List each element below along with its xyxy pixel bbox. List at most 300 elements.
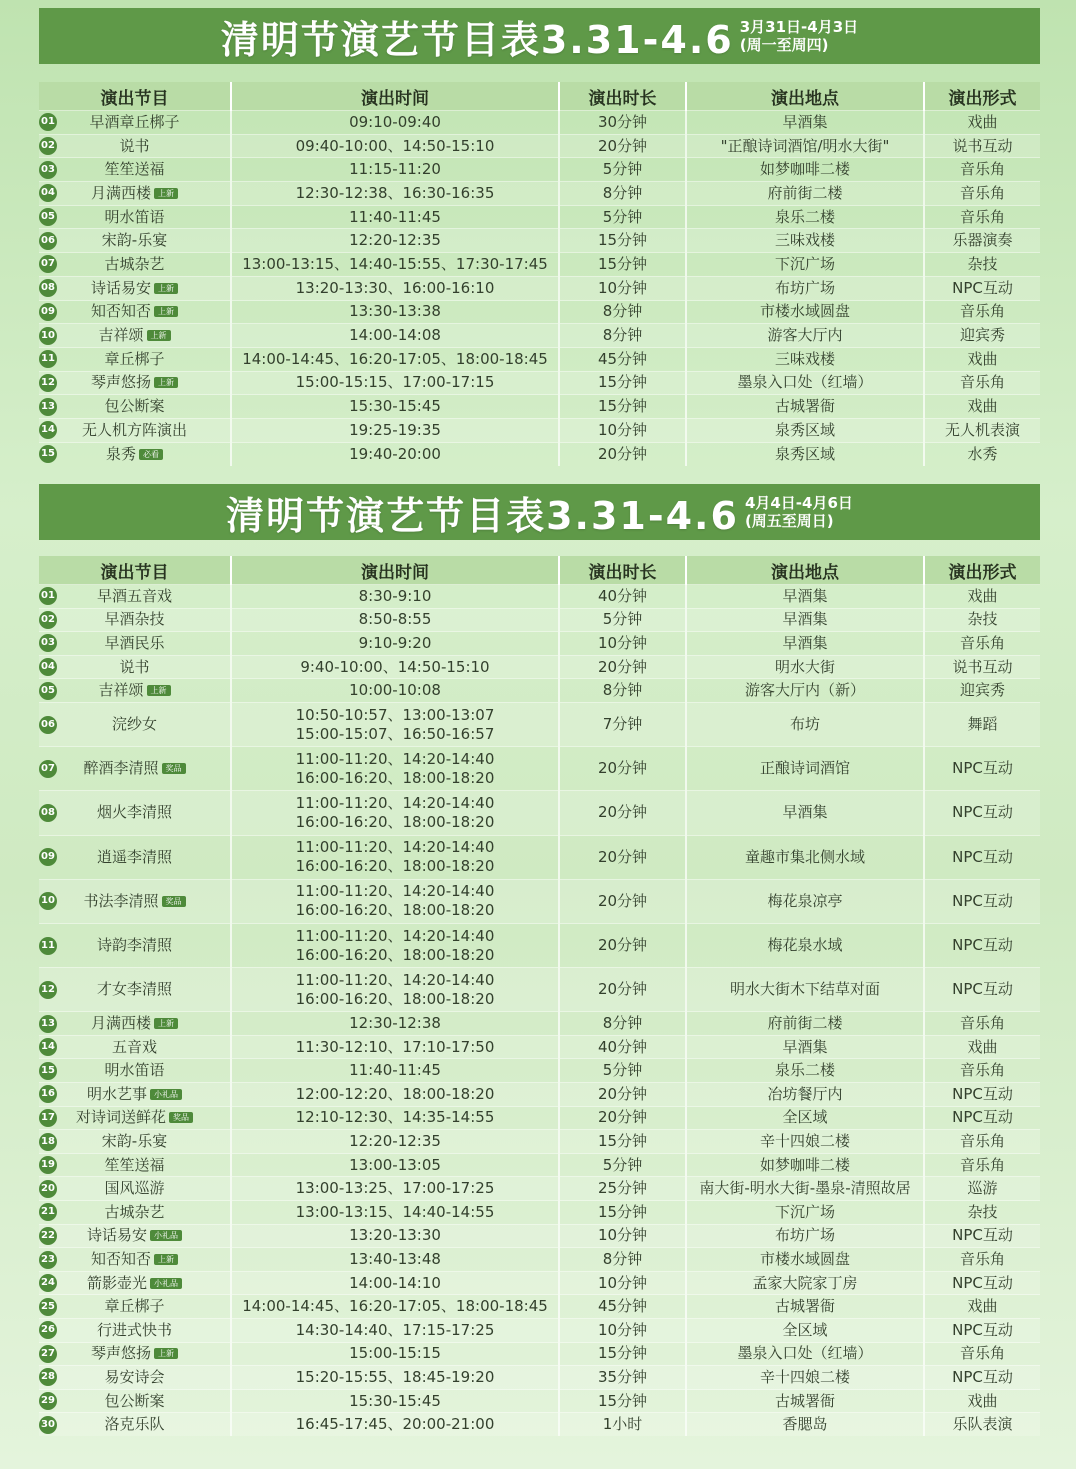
form-value: 杂技	[967, 254, 998, 273]
location-cell	[686, 418, 924, 442]
duration-cell	[559, 1366, 686, 1390]
form-cell	[924, 1106, 1040, 1130]
header-duration: 演出时长	[559, 556, 686, 585]
program-cell	[39, 1059, 231, 1083]
time-line: 14:00-14:08	[349, 326, 441, 345]
form-cell	[924, 968, 1040, 1012]
time-line: 15:00-15:15、17:00-17:15	[295, 373, 495, 392]
form-cell	[924, 418, 1040, 442]
duration-value: 10分钟	[597, 1226, 648, 1245]
form-value: NPC互动	[952, 1084, 1013, 1103]
form-cell	[924, 655, 1040, 679]
duration-cell	[559, 679, 686, 703]
program-cell	[39, 1153, 231, 1177]
time-line: 19:40-20:00	[349, 444, 441, 463]
row-number-badge: 13	[39, 1015, 57, 1033]
duration-cell	[559, 134, 686, 158]
duration-value: 10分钟	[597, 1273, 648, 1292]
program-cell	[39, 585, 231, 609]
duration-cell	[559, 205, 686, 229]
time-cell	[231, 1248, 559, 1272]
form-cell	[924, 791, 1040, 835]
table-row	[39, 1201, 1040, 1225]
program-cell	[39, 632, 231, 656]
table-row	[39, 371, 1040, 395]
duration-value: 10分钟	[597, 1320, 648, 1339]
time-cell	[231, 1177, 559, 1201]
program-name: 烟火李清照	[96, 803, 172, 822]
form-cell	[924, 371, 1040, 395]
location-cell	[686, 1012, 924, 1036]
program-cell	[39, 1177, 231, 1201]
program-cell	[39, 347, 231, 371]
table-header-row	[39, 82, 1040, 111]
time-line: 8:50-8:55	[358, 610, 432, 629]
form-cell	[924, 747, 1040, 791]
duration-cell	[559, 655, 686, 679]
form-cell	[924, 134, 1040, 158]
time-cell	[231, 1035, 559, 1059]
location-value: 明水大街	[774, 657, 835, 676]
program-name: 吉祥颂	[98, 681, 144, 700]
duration-cell	[559, 835, 686, 879]
program-cell	[39, 968, 231, 1012]
time-line: 11:00-11:20、14:20-14:40	[295, 749, 495, 768]
row-number-badge: 06	[39, 232, 57, 250]
location-cell	[686, 1224, 924, 1248]
location-cell	[686, 1130, 924, 1154]
time-line: 12:00-12:20、18:00-18:20	[295, 1084, 495, 1103]
table-row	[39, 158, 1040, 182]
form-value: NPC互动	[952, 759, 1013, 778]
program-tag: 上新	[154, 283, 178, 294]
table-row	[39, 1413, 1040, 1437]
location-value: 如梦咖啡二楼	[759, 1155, 850, 1174]
time-line: 15:00-15:07、16:50-16:57	[295, 724, 495, 743]
program-cell	[39, 324, 231, 348]
location-cell	[686, 347, 924, 371]
time-line: 12:30-12:38	[349, 1014, 441, 1033]
table-row	[39, 300, 1040, 324]
table-row	[39, 1035, 1040, 1059]
program-name: 洛克乐队	[104, 1415, 165, 1434]
header-form: 演出形式	[924, 82, 1040, 111]
time-line: 16:00-16:20、18:00-18:20	[295, 989, 495, 1008]
program-tag: 上新	[154, 377, 178, 388]
program-tag: 小礼品	[150, 1230, 182, 1241]
duration-value: 15分钟	[597, 1132, 648, 1151]
program-cell	[39, 371, 231, 395]
row-number-badge: 01	[39, 113, 57, 131]
table-row	[39, 585, 1040, 609]
duration-cell	[559, 1153, 686, 1177]
time-line: 16:00-16:20、18:00-18:20	[295, 945, 495, 964]
location-value: 梅花泉凉亭	[767, 891, 843, 910]
program-name: 无人机方阵演出	[81, 420, 187, 439]
row-number-badge: 10	[39, 327, 57, 345]
form-cell	[924, 879, 1040, 923]
program-name: 笙笙送福	[104, 1155, 165, 1174]
location-value: 南大街-明水大街-墨泉-清照故居	[699, 1179, 911, 1198]
form-value: 戏曲	[967, 586, 998, 605]
location-value: 梅花泉水域	[767, 936, 843, 954]
time-line: 9:10-9:20	[358, 633, 432, 652]
banner-dates: 4月4日-4月6日	[744, 494, 853, 512]
program-name: 明水艺事	[86, 1084, 147, 1103]
duration-value: 15分钟	[597, 373, 648, 392]
time-line: 15:30-15:45	[349, 397, 441, 416]
duration-value: 10分钟	[597, 633, 648, 652]
duration-cell	[559, 702, 686, 746]
row-number-badge: 09	[39, 848, 57, 866]
duration-value: 45分钟	[597, 1297, 648, 1316]
form-cell	[924, 1059, 1040, 1083]
duration-cell	[559, 1271, 686, 1295]
duration-value: 8分钟	[602, 1250, 643, 1269]
row-number-badge: 12	[39, 981, 57, 999]
time-cell	[231, 1012, 559, 1036]
location-cell	[686, 300, 924, 324]
program-cell	[39, 1342, 231, 1366]
duration-value: 8分钟	[602, 302, 643, 321]
duration-cell	[559, 1035, 686, 1059]
duration-cell	[559, 968, 686, 1012]
duration-value: 20分钟	[597, 980, 648, 999]
time-line: 11:30-12:10、17:10-17:50	[295, 1037, 495, 1056]
form-cell	[924, 182, 1040, 206]
location-cell	[686, 1106, 924, 1130]
program-name: 早酒民乐	[104, 633, 165, 652]
form-value: NPC互动	[952, 1226, 1013, 1245]
table-row	[39, 1130, 1040, 1154]
program-cell	[39, 158, 231, 182]
table-row	[39, 347, 1040, 371]
table-row	[39, 1271, 1040, 1295]
duration-value: 45分钟	[597, 349, 648, 368]
program-cell	[39, 702, 231, 746]
location-cell	[686, 702, 924, 746]
row-number-badge: 03	[39, 634, 57, 652]
location-cell	[686, 1248, 924, 1272]
time-line: 15:30-15:45	[349, 1391, 441, 1410]
program-name: 章丘梆子	[104, 1297, 165, 1316]
duration-value: 8分钟	[602, 681, 643, 700]
table-row	[39, 1389, 1040, 1413]
header-program: 演出节目	[39, 82, 231, 111]
time-cell	[231, 395, 559, 419]
location-cell	[686, 1342, 924, 1366]
program-cell	[39, 655, 231, 679]
program-name: 早酒五音戏	[96, 586, 172, 605]
program-cell	[39, 1083, 231, 1107]
location-cell	[686, 747, 924, 791]
time-cell	[231, 791, 559, 835]
form-cell	[924, 158, 1040, 182]
table-row	[39, 702, 1040, 746]
location-value: 早酒集	[782, 633, 828, 652]
table-row	[39, 791, 1040, 835]
location-value: 正酿诗词酒馆	[759, 759, 850, 778]
form-value: 音乐角	[959, 1132, 1005, 1151]
row-number-badge: 15	[39, 445, 57, 463]
form-cell	[924, 300, 1040, 324]
row-number-badge: 25	[39, 1298, 57, 1316]
program-cell	[39, 442, 231, 466]
program-cell	[39, 1413, 231, 1437]
location-cell	[686, 655, 924, 679]
duration-value: 5分钟	[602, 1061, 643, 1080]
location-value: 布坊广场	[774, 1226, 835, 1245]
location-cell	[686, 276, 924, 300]
time-line: 13:30-13:38	[349, 302, 441, 321]
location-cell	[686, 1059, 924, 1083]
form-value: 杂技	[967, 1202, 998, 1221]
location-cell	[686, 1083, 924, 1107]
header-duration: 演出时长	[559, 82, 686, 111]
form-cell	[924, 1224, 1040, 1248]
time-cell	[231, 1295, 559, 1319]
form-value: NPC互动	[952, 278, 1013, 297]
location-cell	[686, 923, 924, 967]
location-value: 辛十四娘二楼	[759, 1367, 850, 1386]
time-cell	[231, 747, 559, 791]
form-cell	[924, 1295, 1040, 1319]
time-line: 16:00-16:20、18:00-18:20	[295, 857, 495, 876]
time-lines	[232, 750, 558, 788]
program-tag: 上新	[154, 188, 178, 199]
program-cell	[39, 923, 231, 967]
time-line: 16:00-16:20、18:00-18:20	[295, 901, 495, 920]
form-value: 音乐角	[959, 1344, 1005, 1363]
form-value: 迎宾秀	[959, 681, 1005, 700]
duration-value: 5分钟	[602, 160, 643, 179]
duration-value: 20分钟	[597, 1108, 648, 1127]
location-value: 全区域	[782, 1320, 828, 1339]
duration-cell	[559, 1248, 686, 1272]
location-cell	[686, 1295, 924, 1319]
form-value: 音乐角	[959, 1250, 1005, 1269]
time-cell	[231, 1153, 559, 1177]
time-line: 11:00-11:20、14:20-14:40	[295, 926, 495, 945]
time-line: 13:00-13:15、14:40-14:55	[295, 1202, 495, 1221]
location-value: 如梦咖啡二楼	[759, 160, 850, 179]
duration-cell	[559, 324, 686, 348]
table-row	[39, 1153, 1040, 1177]
program-name: 笙笙送福	[104, 160, 165, 179]
location-value: 府前街二楼	[767, 1014, 843, 1033]
row-number-badge: 13	[39, 398, 57, 416]
form-value: 音乐角	[959, 1155, 1005, 1174]
duration-value: 5分钟	[602, 207, 643, 226]
location-value: 明水大街木下结草对面	[729, 980, 880, 999]
duration-cell	[559, 371, 686, 395]
form-cell	[924, 111, 1040, 135]
duration-cell	[559, 300, 686, 324]
form-value: 杂技	[967, 610, 998, 629]
time-line: 10:00-10:08	[349, 681, 441, 700]
program-name: 宋韵-乐宴	[101, 1132, 168, 1151]
form-value: 戏曲	[967, 397, 998, 416]
form-cell	[924, 442, 1040, 466]
program-cell	[39, 253, 231, 277]
row-number-badge: 10	[39, 892, 57, 910]
program-name: 五音戏	[111, 1037, 157, 1056]
form-cell	[924, 395, 1040, 419]
program-tag: 上新	[154, 1018, 178, 1029]
location-value: 辛十四娘二楼	[759, 1132, 850, 1151]
location-cell	[686, 371, 924, 395]
location-value: 古城署衙	[774, 1297, 835, 1316]
form-value: 戏曲	[967, 112, 998, 131]
location-value: "正酿诗词酒馆/明水大街"	[720, 136, 890, 155]
time-cell	[231, 1389, 559, 1413]
duration-value: 8分钟	[602, 183, 643, 202]
time-line: 9:40-10:00、14:50-15:10	[300, 657, 490, 676]
time-cell	[231, 324, 559, 348]
duration-cell	[559, 1177, 686, 1201]
form-cell	[924, 835, 1040, 879]
table-row	[39, 1106, 1040, 1130]
program-cell	[39, 835, 231, 879]
program-cell	[39, 1035, 231, 1059]
time-line: 09:10-09:40	[349, 112, 441, 131]
duration-value: 25分钟	[597, 1179, 648, 1198]
row-number-badge: 29	[39, 1392, 57, 1410]
location-value: 泉秀区域	[774, 444, 835, 463]
form-value: 戏曲	[967, 1297, 998, 1316]
form-value: NPC互动	[952, 803, 1013, 822]
time-cell	[231, 1366, 559, 1390]
row-number-badge: 14	[39, 421, 57, 439]
header-time: 演出时间	[231, 556, 559, 585]
location-cell	[686, 968, 924, 1012]
duration-cell	[559, 1224, 686, 1248]
table-row	[39, 442, 1040, 466]
table-row	[39, 253, 1040, 277]
duration-value: 20分钟	[597, 444, 648, 463]
location-value: 市楼水域圆盘	[759, 1250, 850, 1269]
duration-value: 15分钟	[597, 1344, 648, 1363]
time-line: 13:00-13:25、17:00-17:25	[295, 1179, 495, 1198]
program-name: 易安诗会	[104, 1367, 165, 1386]
location-value: 游客大厅内	[767, 326, 843, 345]
duration-cell	[559, 879, 686, 923]
row-number-badge: 04	[39, 658, 57, 676]
row-number-badge: 03	[39, 161, 57, 179]
time-line: 8:30-9:10	[358, 586, 432, 605]
time-cell	[231, 1106, 559, 1130]
program-name: 泉秀	[105, 444, 136, 463]
program-name: 月满西楼	[90, 183, 151, 202]
form-cell	[924, 1177, 1040, 1201]
program-name: 箭影壶光	[86, 1273, 147, 1292]
table-row	[39, 1012, 1040, 1036]
table-row	[39, 747, 1040, 791]
row-number-badge: 22	[39, 1227, 57, 1245]
form-value: NPC互动	[952, 936, 1013, 954]
duration-cell	[559, 1295, 686, 1319]
location-value: 游客大厅内（新）	[744, 681, 865, 700]
form-value: 音乐角	[959, 207, 1005, 226]
time-line: 15:20-15:55、18:45-19:20	[295, 1367, 495, 1386]
table-row	[39, 1083, 1040, 1107]
time-line: 16:45-17:45、20:00-21:00	[295, 1415, 495, 1434]
program-cell	[39, 205, 231, 229]
program-cell	[39, 1224, 231, 1248]
row-number-badge: 28	[39, 1368, 57, 1386]
row-number-badge: 08	[39, 804, 57, 822]
program-cell	[39, 1389, 231, 1413]
table-body-2	[39, 585, 1040, 1437]
time-cell	[231, 371, 559, 395]
form-value: NPC互动	[952, 891, 1013, 910]
location-value: 全区域	[782, 1108, 828, 1127]
time-line: 13:20-13:30	[349, 1226, 441, 1245]
duration-cell	[559, 791, 686, 835]
duration-value: 20分钟	[597, 936, 648, 954]
form-cell	[924, 347, 1040, 371]
program-tag: 奖品	[162, 763, 186, 774]
time-cell	[231, 1319, 559, 1343]
location-value: 墨泉入口处（红墙）	[737, 373, 873, 392]
duration-value: 10分钟	[597, 278, 648, 297]
location-cell	[686, 585, 924, 609]
row-number-badge: 05	[39, 208, 57, 226]
row-number-badge: 09	[39, 303, 57, 321]
form-value: 音乐角	[959, 302, 1005, 321]
form-cell	[924, 585, 1040, 609]
form-cell	[924, 923, 1040, 967]
table-row	[39, 229, 1040, 253]
program-tag: 上新	[154, 306, 178, 317]
program-name: 知否知否	[90, 1250, 151, 1269]
form-cell	[924, 1012, 1040, 1036]
duration-value: 5分钟	[602, 1155, 643, 1174]
location-value: 孟家大院家丁房	[752, 1273, 858, 1292]
time-cell	[231, 1130, 559, 1154]
time-cell	[231, 1413, 559, 1437]
duration-value: 7分钟	[602, 715, 643, 734]
row-number-badge: 05	[39, 682, 57, 700]
duration-cell	[559, 1319, 686, 1343]
row-number-badge: 26	[39, 1321, 57, 1339]
time-cell	[231, 300, 559, 324]
row-number-badge: 07	[39, 760, 57, 778]
form-value: NPC互动	[952, 1320, 1013, 1339]
location-cell	[686, 632, 924, 656]
duration-value: 15分钟	[597, 397, 648, 416]
form-cell	[924, 1248, 1040, 1272]
table-row	[39, 1224, 1040, 1248]
duration-value: 10分钟	[597, 420, 648, 439]
location-value: 冶坊餐厅内	[767, 1084, 843, 1103]
table-row	[39, 923, 1040, 967]
row-number-badge: 24	[39, 1274, 57, 1292]
time-cell	[231, 632, 559, 656]
location-value: 布坊	[789, 715, 820, 734]
duration-value: 20分钟	[597, 847, 648, 866]
location-value: 三味戏楼	[774, 231, 835, 250]
form-value: 迎宾秀	[959, 326, 1005, 345]
duration-cell	[559, 1201, 686, 1225]
time-line: 13:00-13:05	[349, 1155, 441, 1174]
time-cell	[231, 1224, 559, 1248]
location-cell	[686, 608, 924, 632]
program-name: 诗话易安	[86, 1226, 147, 1245]
header-time: 演出时间	[231, 82, 559, 111]
time-line: 13:40-13:48	[349, 1250, 441, 1269]
program-tag: 上新	[154, 1348, 178, 1359]
